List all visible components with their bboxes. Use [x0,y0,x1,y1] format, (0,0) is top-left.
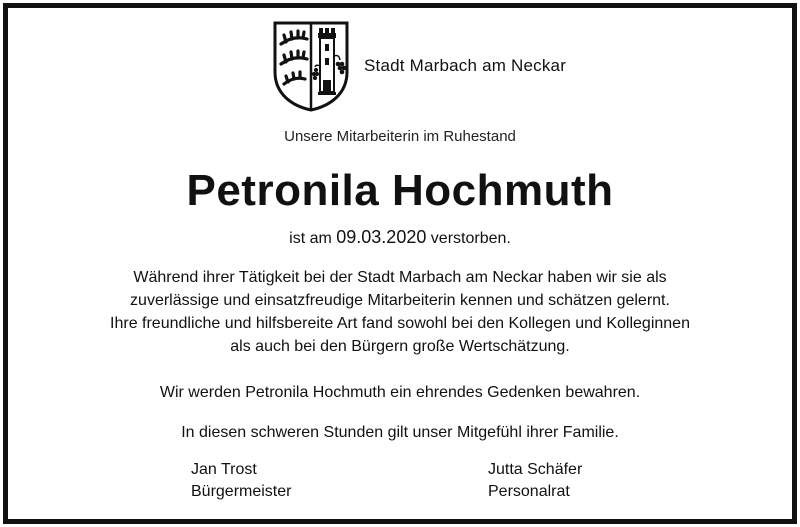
signatory-name: Jutta Schäfer [488,461,583,478]
signatory-role: Personalrat [488,483,570,500]
tribute-paragraph [0,266,800,358]
signature-mayor [191,459,291,503]
tribute-line: Ihre freundliche und hilfsbereite Art fand sowohl bei den Kollegen und Kolleginnen [110,315,690,332]
condolence-text: In diesen schweren Stunden gilt unser Mitgefühl ihrer Familie. [181,424,619,441]
notice-subtitle: Unsere Mitarbeiterin im Ruhestand [284,128,516,145]
death-line [0,227,800,248]
coat-of-arms-icon [272,20,350,112]
header [272,20,566,112]
signatory-name: Jan Trost [191,461,257,478]
city-name: Stadt Marbach am Neckar [364,56,567,75]
signature-staff-council [488,459,582,503]
tribute-line: Während ihrer Tätigkeit bei der Stadt Marbach am Neckar haben wir sie als [133,269,667,286]
tribute-line: zuverlässige und einsatzfreudige Mitarbeiterin kennen und schätzen gelernt. [130,292,670,309]
signatory-role: Bürgermeister [191,483,292,500]
remembrance-text: Wir werden Petronila Hochmuth ein ehrendes Gedenken bewahren. [159,384,641,401]
death-date: 09.03.2020 [336,227,427,247]
death-suffix: verstorben. [426,230,511,247]
death-prefix: ist am [289,230,337,247]
deceased-name: Petronila Hochmuth [186,166,614,215]
tribute-line: als auch bei den Bürgern große Wertschätzung. [230,338,570,355]
